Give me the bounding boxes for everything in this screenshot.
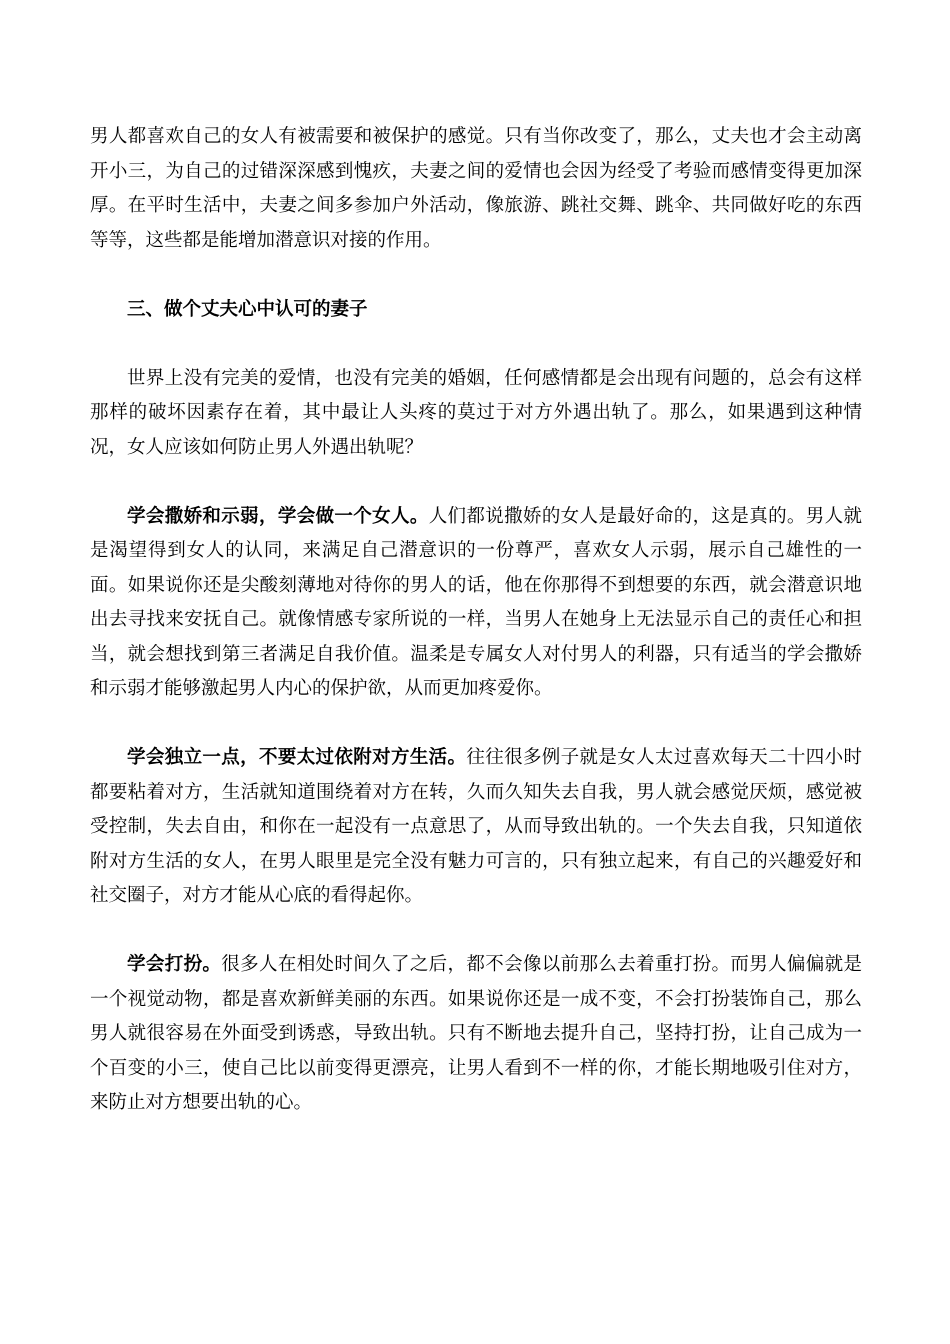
tip-1-lead: 学会撒娇和示弱，学会做一个女人。 <box>127 505 429 527</box>
tip-2-body: 往往很多例子就是女人太过喜欢每天二十四小时都要粘着对方，生活就知道围绕着对方在转，久而久知失去自我，男人就会感觉厌烦，感觉被受控制，失去自由，和你在一起没有一点意思了，从而导致出轨的。一个失去自我，只知道依附对方生活的女人，在男人眼里是完全没有魅力可言的，只有独立起来，有自己的兴趣爱好和社交圈子，对方才能从心底的看得起你。 <box>90 747 862 906</box>
section-heading: 三、做个丈夫心中认可的妻子 <box>127 298 368 320</box>
tip-2-lead: 学会独立一点，不要太过依附对方生活。 <box>127 747 467 768</box>
tip-3-body: 很多人在相处时间久了之后，都不会像以前那么去着重打扮。而男人偏偏就是一个视觉动物，都是喜欢新鲜美丽的东西。如果说你还是一成不变，不会打扮装饰自己，那么男人就很容易在外面受到诱惑，导致出轨。只有不断地去提升自己，坚持打扮，让自己成为一个百变的小三，使自己比以前变得更漂亮，让男人看到不一样的你，才能长期地吸引住对方，来防止对方想要出轨的心。 <box>90 954 862 1113</box>
document-page <box>90 120 862 1155</box>
tip-paragraph-3 <box>90 948 862 1121</box>
tip-paragraph-2 <box>90 741 862 914</box>
tip-paragraph-1 <box>90 500 862 707</box>
paragraph-context: 世界上没有完美的爱情，也没有完美的婚姻，任何感情都是会出现有问题的，总会有这样那样的破坏因素存在着，其中最让人头疼的莫过于对方外遇出轨了。那么，如果遇到这种情况，女人应该如何防止男人外遇出轨呢？ <box>90 367 862 458</box>
paragraph-intro: 男人都喜欢自己的女人有被需要和被保护的感觉。只有当你改变了，那么，丈夫也才会主动离开小三，为自己的过错深深感到愧疚，夫妻之间的爱情也会因为经受了考验而感情变得更加深厚。在平时生活中，夫妻之间多参加户外活动，像旅游、跳社交舞、跳伞、共同做好吃的东西等等，这些都是能增加潜意识对接的作用。 <box>90 126 862 251</box>
tip-1-body: 人们都说撒娇的女人是最好命的，这是真的。男人就是渴望得到女人的认同，来满足自己潜意识的一份尊严，喜欢女人示弱，展示自己雄性的一面。如果说你还是尖酸刻薄地对待你的男人的话，他在你那得不到想要的东西，就会潜意识地出去寻找来安抚自己。就像情感专家所说的一样，当男人在她身上无法显示自己的责任心和担当，就会想找到第三者满足自我价值。温柔是专属女人对付男人的利器，只有适当的学会撒娇和示弱才能够激起男人内心的保护欲，从而更加疼爱你。 <box>90 505 862 699</box>
tip-3-lead: 学会打扮。 <box>127 954 222 975</box>
